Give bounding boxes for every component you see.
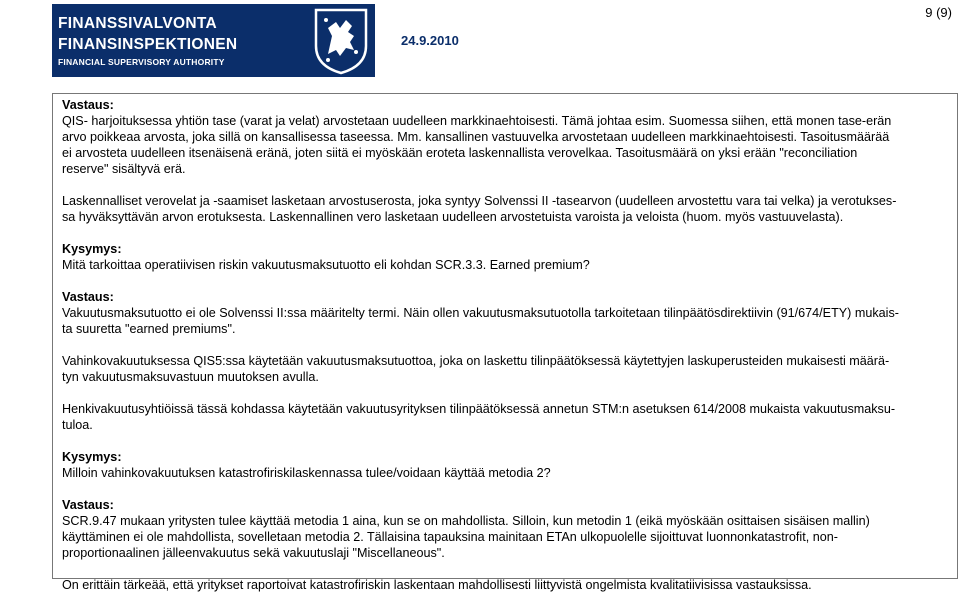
document-date: 24.9.2010 [401,33,459,48]
question-text: Milloin vahinkovakuutuksen katastrofiriskilaskennassa tulee/voidaan käyttää metodia 2? [62,466,551,480]
text-line: Vakuutusmaksutuotto ei ole Solvenssi II:ssa määritelty termi. Näin ollen vakuutusmaksutuotolla tarkoitetaan tilinpäätösdirektiivin (91/674/ETY) mukais- [62,306,899,320]
logo-text-finnish: FINANSSIVALVONTA [58,15,217,32]
lion-crest-icon [310,6,372,75]
text-line: SCR.9.47 mukaan yritysten tulee käyttää metodia 1 aina, kun se on mahdollista. Silloin, kun metodin 1 (eikä myöskään osittaisen sisäisen mallin) [62,514,870,528]
text-line: käyttäminen ei ole mahdollista, sovelletaan metodia 2. Tällaisina tapauksina mainitaan ETAn ulkopuolelle sijoittuvat luonnonkatastrofit, non- [62,530,838,544]
question-label: Kysymys: [62,450,122,464]
text-line: Laskennalliset verovelat ja -saamiset lasketaan arvostuserosta, joka syntyy Solvenssi II -tasearvon (uudelleen arvostettu vara tai velka) ja verotukses- [62,194,897,208]
question-label: Kysymys: [62,242,122,256]
question-text: Mitä tarkoittaa operatiivisen riskin vakuutusmaksutuotto eli kohdan SCR.3.3. Earned premium? [62,258,590,272]
text-line: Vahinkovakuutuksessa QIS5:ssa käytetään vakuutusmaksutuottoa, joka on laskettu tilinpäätöksessä käytettyjen laskuperusteiden mukaisesti määrä- [62,354,890,368]
text-line: tyn vakuutusmaksuvastuun muutoksen avulla. [62,370,319,384]
authority-logo [52,4,375,77]
text-line: proportionaalinen jälleenvakuutus sekä vakuutuslaji "Miscellaneous". [62,546,445,560]
text-line: tuloa. [62,418,93,432]
logo-text-english: FINANCIAL SUPERVISORY AUTHORITY [58,57,225,67]
text-line: ta suuretta "earned premiums". [62,322,236,336]
text-line: arvo poikkeaa arvosta, joka sillä on kansallisessa taseessa. Mm. kansallinen vastuuvelka arvostetaan uudelleen markkinaehtoisesti. Tasoitusmäärää [62,130,890,144]
text-line: On erittäin tärkeää, että yritykset raportoivat katastrofiriskin laskentaan mahdollisesti liittyvistä ongelmista kvalitatiivisissa vastauksissa. [62,578,812,592]
logo-text-swedish: FINANSINSPEKTIONEN [58,36,238,53]
answer-label: Vastaus: [62,498,114,512]
text-line: QIS- harjoituksessa yhtiön tase (varat ja velat) arvostetaan uudelleen markkinaehtoisesti. Tämä johtaa esim. Suomessa siihen, että monen tase-erän [62,114,892,128]
text-line: Henkivakuutusyhtiöissä tässä kohdassa käytetään vakuutusyrityksen tilinpäätöksessä annetun STM:n asetuksen 614/2008 mukaista vakuutusmaksu- [62,402,896,416]
answer-label: Vastaus: [62,290,114,304]
page-number: 9 (9) [925,5,952,20]
text-line: reserve" sisältyvä erä. [62,162,186,176]
document-body [62,97,952,593]
text-line: ei arvosteta uudelleen itsenäisenä eränä, joten siitä ei myöskään eroteta laskennallista verovelkaa. Tasoitusmäärä on yksi erään "reconciliation [62,146,858,160]
answer-label: Vastaus: [62,98,114,112]
text-line: sa hyväksyttävän arvon erotuksesta. Laskennallinen vero lasketaan uudelleen arvostetuista varoista ja veloista (huom. myös vastuuvelasta). [62,210,844,224]
